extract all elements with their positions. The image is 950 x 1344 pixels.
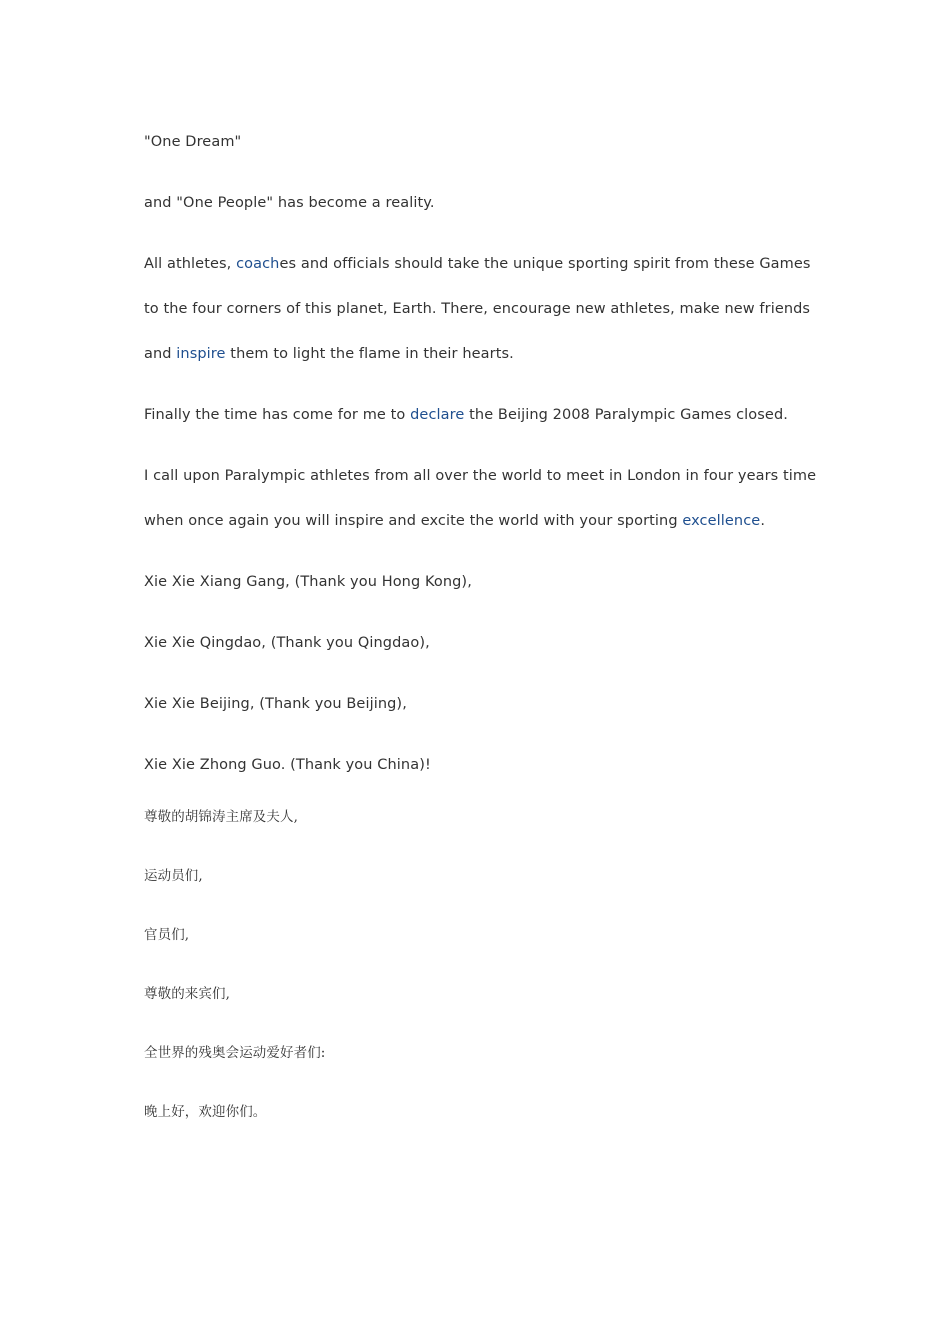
link-declare[interactable]: declare [410, 407, 465, 423]
paragraph-text: and "One People" has become a reality. [144, 195, 435, 211]
chinese-line-officials: 官员们, [144, 927, 190, 943]
paragraph-one-people [144, 181, 824, 226]
chinese-line-fans: 全世界的残奥会运动爱好者们: [144, 1045, 326, 1061]
link-coach[interactable]: coach [236, 256, 280, 272]
chinese-line-athletes: 运动员们, [144, 868, 203, 884]
chinese-line-president: 尊敬的胡锦涛主席及夫人, [144, 809, 298, 825]
paragraph-text: Xie Xie Xiang Gang, (Thank you Hong Kong), [144, 574, 472, 590]
paragraph-text: Finally the time has come for me to [144, 407, 411, 423]
paragraph-text: es and officials should take the unique sporting spirit from these Games [279, 256, 811, 272]
paragraph-text: the Beijing 2008 Paralympic Games closed. [464, 407, 788, 423]
link-inspire[interactable]: inspire [176, 346, 226, 362]
paragraph-one-dream [144, 120, 824, 165]
paragraph-text: Xie Xie Zhong Guo. (Thank you China)! [144, 757, 431, 773]
paragraph-declare-closed [144, 393, 824, 438]
paragraph-london-invitation [144, 454, 824, 544]
paragraph-text: Xie Xie Qingdao, (Thank you Qingdao), [144, 635, 430, 651]
paragraph-thanks-hong-kong [144, 560, 824, 605]
paragraph-text: I call upon Paralympic athletes from all over the world to meet in London in four years time [144, 468, 817, 484]
paragraph-thanks-china [144, 743, 824, 788]
paragraph-text: All athletes, [144, 256, 237, 272]
paragraph-athletes-coaches [144, 242, 824, 377]
document-body [144, 120, 824, 1158]
paragraph-text: them to light the flame in their hearts. [225, 346, 514, 362]
paragraph-text: "One Dream" [144, 134, 242, 150]
paragraph-text: . [760, 513, 766, 529]
paragraph-text: and [144, 346, 177, 362]
chinese-line-greeting: 晚上好，欢迎你们。 [144, 1104, 267, 1120]
paragraph-thanks-beijing [144, 682, 824, 727]
paragraph-text: to the four corners of this planet, Earth. There, encourage new athletes, make new friends [144, 301, 811, 317]
paragraph-text: Xie Xie Beijing, (Thank you Beijing), [144, 696, 407, 712]
link-excellence[interactable]: excellence [682, 513, 761, 529]
paragraph-text: when once again you will inspire and excite the world with your sporting [144, 513, 683, 529]
paragraph-thanks-qingdao [144, 621, 824, 666]
chinese-line-guests: 尊敬的来宾们, [144, 986, 230, 1002]
